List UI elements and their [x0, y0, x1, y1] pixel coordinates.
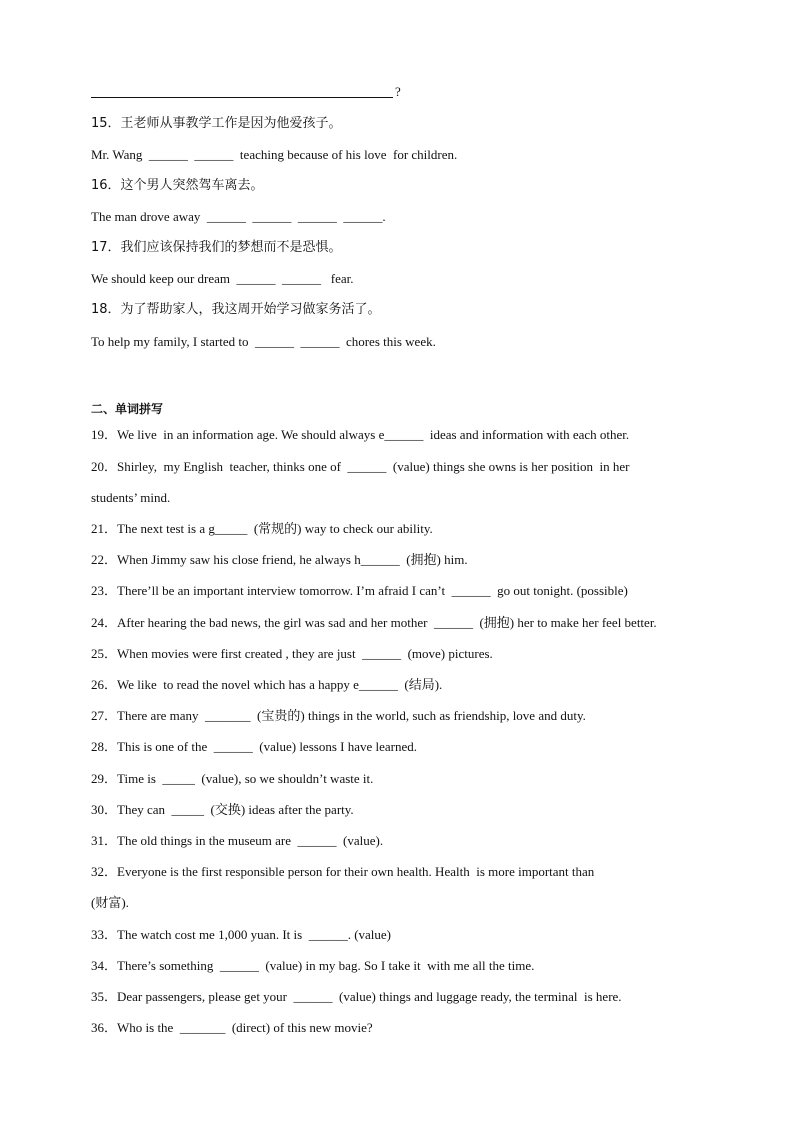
section-heading: 二、单词拼写	[91, 402, 164, 416]
item-16-english: The man drove away ______ ______ ______ ______.	[91, 209, 386, 224]
item-17-chinese: 17．我们应该保持我们的梦想而不是恐惧。	[91, 240, 342, 255]
item-15-chinese: 15．王老师从事教学工作是因为他爱孩子。	[91, 116, 342, 131]
item-33: 33．The watch cost me 1,000 yuan. It is ______. (value)	[91, 927, 392, 942]
item-18-english: To help my family, I started to ______ ______ chores this week.	[91, 334, 436, 349]
question-mark: ?	[395, 84, 401, 99]
item-35: 35．Dear passengers, please get your ______ (value) things and luggage ready, the terminal is here.	[91, 989, 622, 1004]
item-36: 36．Who is the _______ (direct) of this new movie?	[91, 1020, 373, 1035]
item-30: 30．They can _____ (交换) ideas after the party.	[91, 802, 354, 817]
item-23: 23．There’ll be an important interview tomorrow. I’m afraid I can’t ______ go out tonight. (possible)	[91, 583, 628, 598]
item-29: 29．Time is _____ (value), so we shouldn’t waste it.	[91, 771, 374, 786]
item-19: 19．We live in an information age. We should always e______ ideas and information with each other.	[91, 427, 630, 442]
item-20-continuation: students’ mind.	[91, 490, 171, 505]
item-28: 28．This is one of the ______ (value) lessons I have learned.	[91, 739, 418, 754]
item-16-chinese: 16．这个男人突然驾车离去。	[91, 178, 264, 193]
item-15-english: Mr. Wang ______ ______ teaching because of his love for children.	[91, 147, 458, 162]
item-17-english: We should keep our dream ______ ______ fear.	[91, 271, 354, 286]
item-22: 22．When Jimmy saw his close friend, he always h______ (拥抱) him.	[91, 552, 468, 567]
item-32-continuation: (财富).	[91, 895, 129, 910]
item-21: 21．The next test is a g_____ (常规的) way to check our ability.	[91, 521, 433, 536]
item-24: 24．After hearing the bad news, the girl was sad and her mother ______ (拥抱) her to make her feel better.	[91, 615, 657, 630]
item-31: 31．The old things in the museum are ______ (value).	[91, 833, 384, 848]
item-32: 32．Everyone is the first responsible person for their own health. Health is more important than	[91, 864, 595, 879]
item-18-chinese: 18．为了帮助家人，我这周开始学习做家务活了。	[91, 302, 381, 317]
answer-blank-line	[91, 97, 393, 98]
item-34: 34．There’s something ______ (value) in my bag. So I take it with me all the time.	[91, 958, 535, 973]
item-20: 20．Shirley, my English teacher, thinks one of ______ (value) things she owns is her position in her	[91, 459, 630, 474]
item-25: 25．When movies were first created , they are just ______ (move) pictures.	[91, 646, 493, 661]
item-27: 27．There are many _______ (宝贵的) things in the world, such as friendship, love and duty.	[91, 708, 586, 723]
item-26: 26．We like to read the novel which has a happy e______ (结局).	[91, 677, 443, 692]
